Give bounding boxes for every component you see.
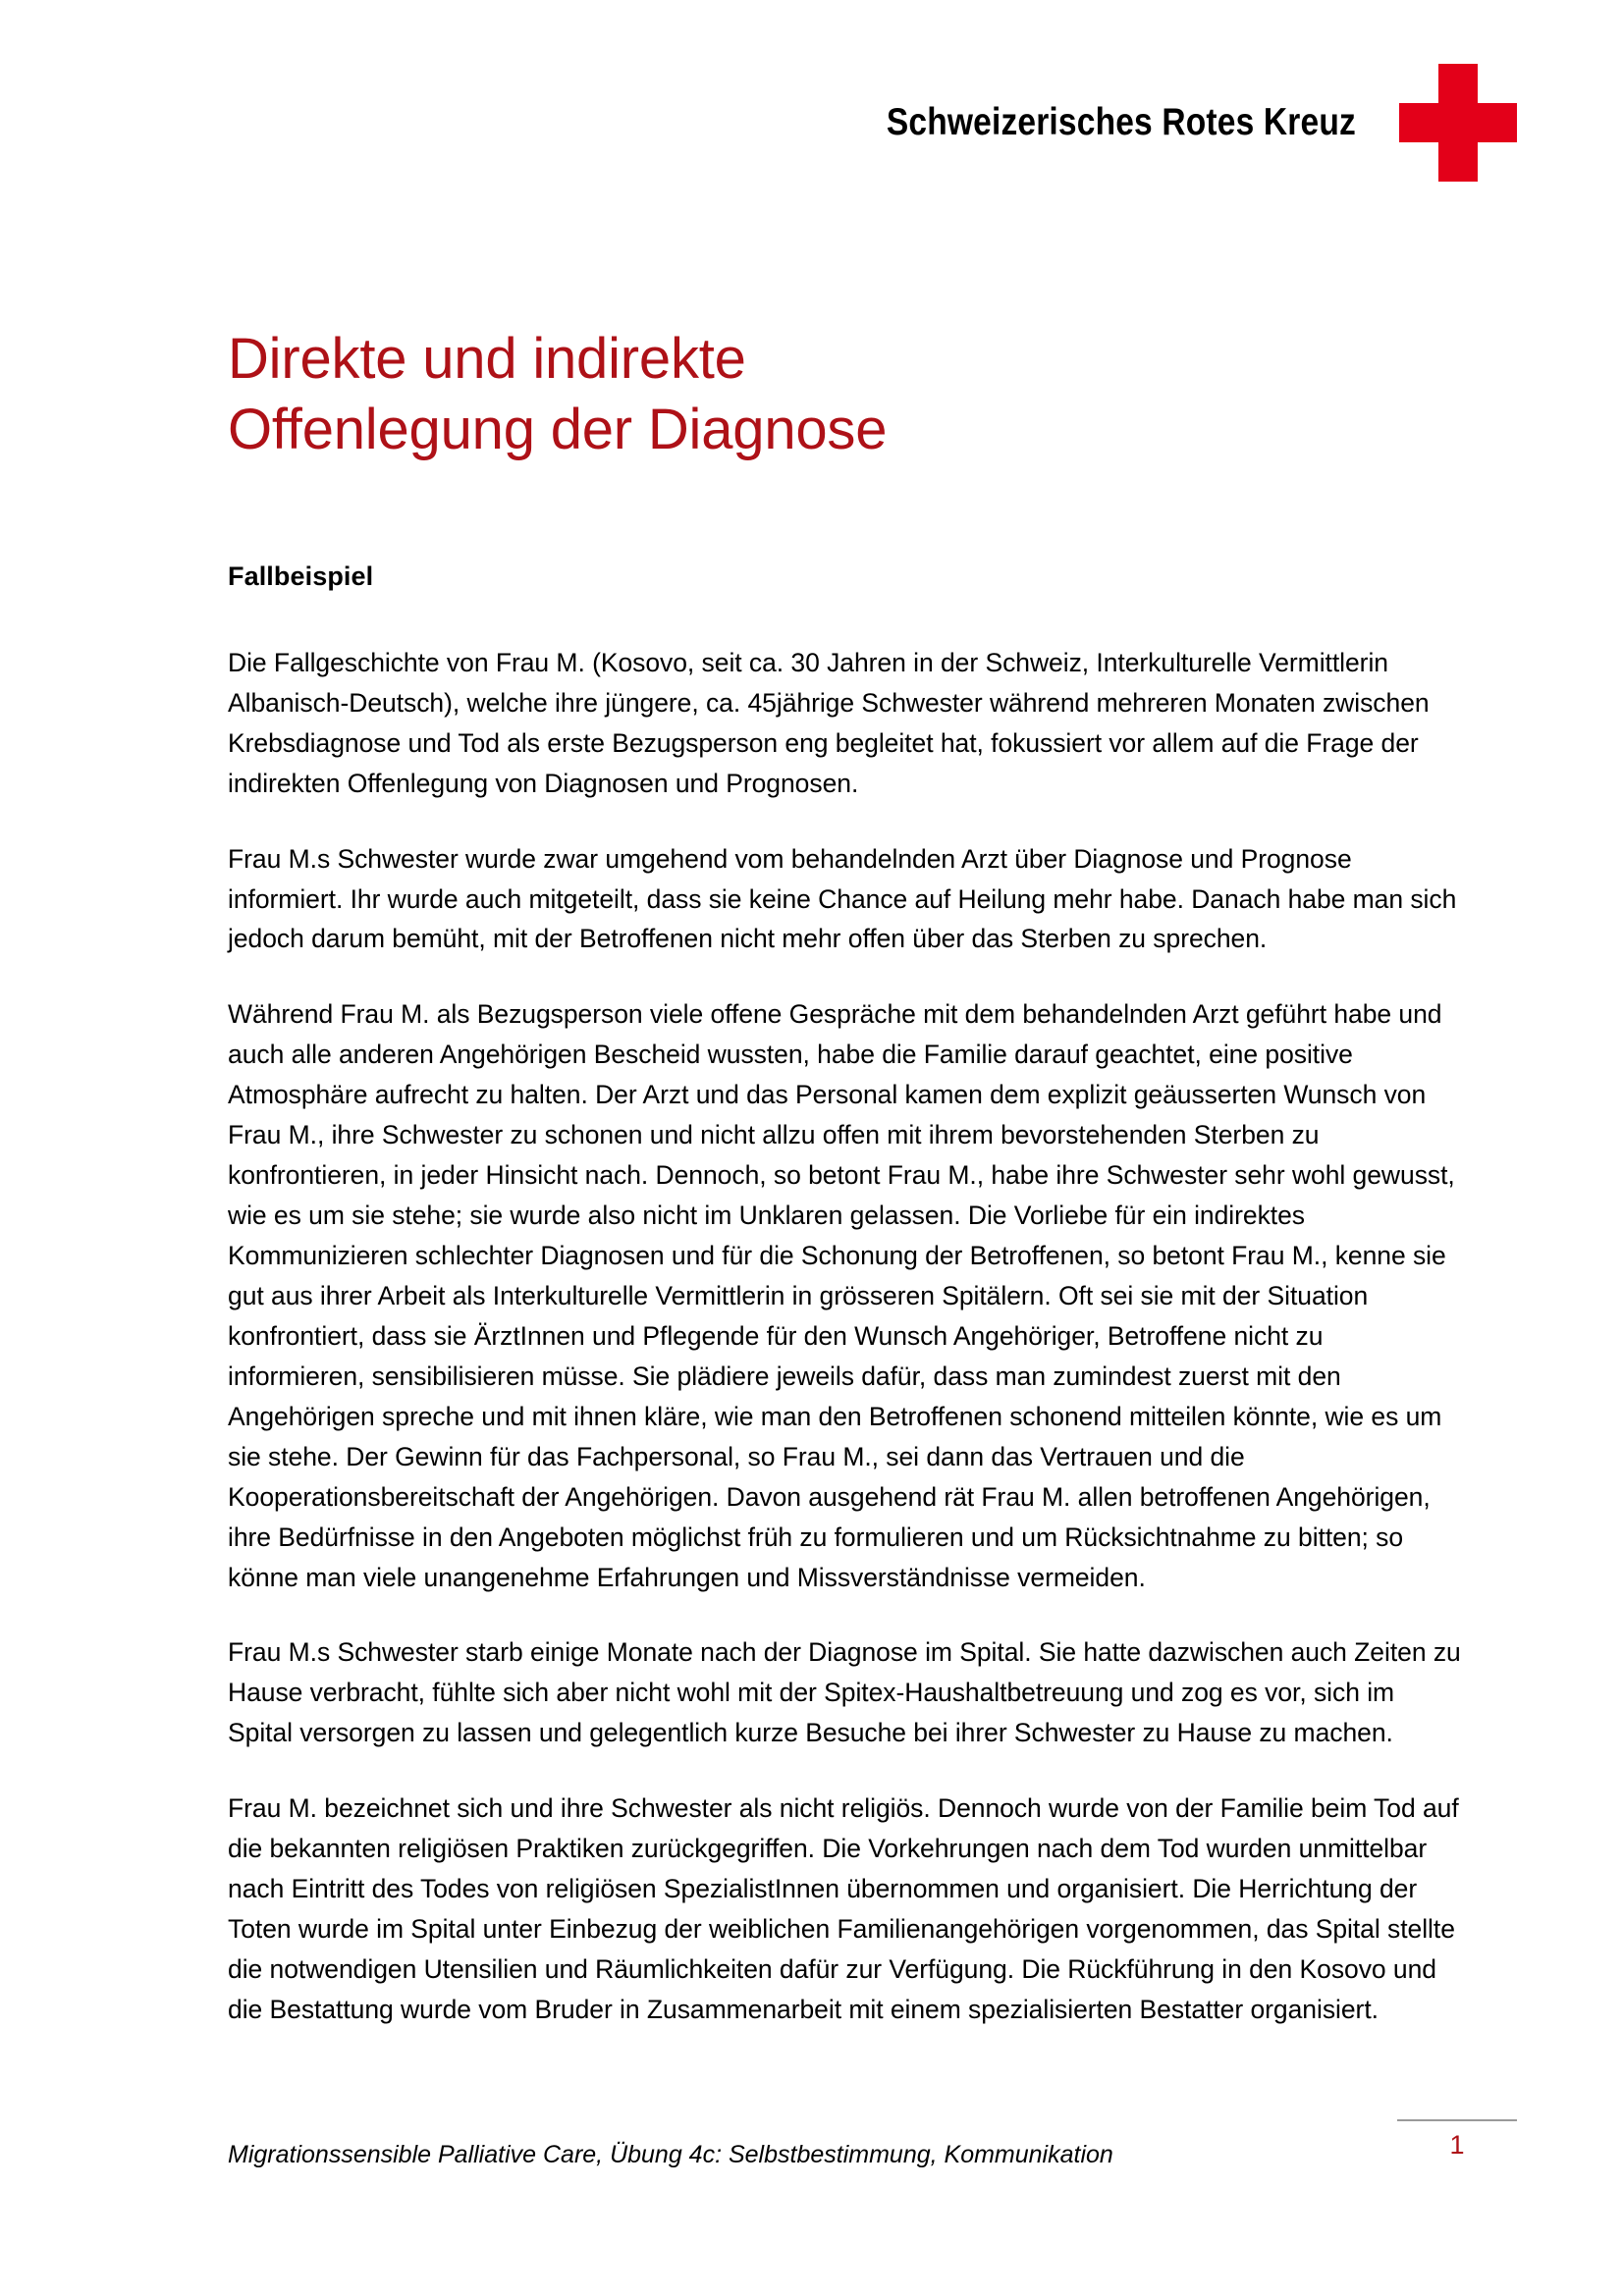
red-cross-horizontal-bar — [1399, 103, 1517, 142]
document-content — [228, 324, 1461, 2030]
page-title-line-1: Direkte und indirekte — [228, 327, 746, 391]
red-cross-icon — [1399, 64, 1517, 182]
page-title-line-2: Offenlegung der Diagnose — [228, 397, 888, 461]
organization-name: Schweizerisches Rotes Kreuz — [886, 101, 1356, 143]
body-paragraph-3: Während Frau M. als Bezugsperson viele offene Gespräche mit dem behandelnden Arzt geführt habe und auch alle anderen Angehörigen Bescheid wussten, habe die Familie darauf geachtet, eine positive Atmosphäre aufrecht zu halten. Der Arzt und das Personal kamen dem explizit geäusserten Wunsch von Frau M., ihre Schwester zu schonen und nicht allzu offen mit ihrem bevorstehenden Sterben zu konfrontieren, in jeder Hinsicht nach. Dennoch, so betont Frau M., habe ihre Schwester sehr wohl gewusst, wie es um sie stehe; sie wurde also nicht im Unklaren gelassen. Die Vorliebe für ein indirektes Kommunizieren schlechter Diagnosen und für die Schonung der Betroffenen, so betont Frau M., kenne sie gut aus ihrer Arbeit als Interkulturelle Vermittlerin in grösseren Spitälern. Oft sei sie mit der Situation konfrontiert, dass sie ÄrztInnen und Pflegende für den Wunsch Angehöriger, Betroffene nicht zu informieren, sensibilisieren müsse. Sie plädiere jeweils dafür, dass man zumindest zuerst mit den Angehörigen spreche und mit ihnen kläre, wie man den Betroffenen schonend mitteilen könnte, wie es um sie stehe. Der Gewinn für das Fachpersonal, so Frau M., sei dann das Vertrauen und die Kooperationsbereitschaft der Angehörigen. Davon ausgehend rät Frau M. allen betroffenen Angehörigen, ihre Bedürfnisse in den Angeboten möglichst früh zu formulieren und um Rücksichtnahme zu bitten; so könne man viele unangenehme Erfahrungen und Missverständnisse vermeiden. — [228, 999, 1455, 1592]
footer-caption: Migrationssensible Palliative Care, Übung 4c: Selbstbestimmung, Kommunikation — [228, 2141, 1113, 2168]
page-header — [0, 69, 1517, 177]
body-paragraph-5: Frau M. bezeichnet sich und ihre Schwester als nicht religiös. Dennoch wurde von der Familie beim Tod auf die bekannten religiösen Praktiken zurückgegriffen. Die Vorkehrungen nach dem Tod wurden unmittelbar nach Eintritt des Todes von religiösen SpezialistInnen übernommen und organisiert. Die Herrichtung der Toten wurde im Spital unter Einbezug der weiblichen Familienangehörigen vorgenommen, das Spital stellte die notwendigen Utensilien und Räumlichkeiten dafür zur Verfügung. Die Rückführung in den Kosovo und die Bestattung wurde vom Bruder in Zusammenarbeit mit einem spezialisierten Bestatter organisiert. — [228, 1793, 1459, 2024]
section-heading-fallbeispiel: Fallbeispiel — [228, 561, 374, 591]
page-title — [228, 324, 1461, 465]
body-paragraph-1: Die Fallgeschichte von Frau M. (Kosovo, seit ca. 30 Jahren in der Schweiz, Interkulturelle Vermittlerin Albanisch-Deutsch), welche ihre jüngere, ca. 45jährige Schwester während mehreren Monaten zwischen Krebsdiagnose und Tod als erste Bezugsperson eng begleitet hat, fokussiert vor allem auf die Frage der indirekten Offenlegung von Diagnosen und Prognosen. — [228, 647, 1430, 798]
body-paragraph-4: Frau M.s Schwester starb einige Monate nach der Diagnose im Spital. Sie hatte dazwischen auch Zeiten zu Hause verbracht, fühlte sich aber nicht wohl mit der Spitex-Haushaltbetreuung und zog es vor, sich im Spital versorgen zu lassen und gelegentlich kurze Besuche bei ihrer Schwester zu Hause zu machen. — [228, 1637, 1461, 1748]
page-number: 1 — [1449, 2130, 1465, 2160]
body-paragraph-2: Frau M.s Schwester wurde zwar umgehend vom behandelnden Arzt über Diagnose und Prognose informiert. Ihr wurde auch mitgeteilt, dass sie keine Chance auf Heilung mehr habe. Danach habe man sich jedoch darum bemüht, mit der Betroffenen nicht mehr offen über das Sterben zu sprechen. — [228, 843, 1457, 954]
footer-divider — [1397, 2119, 1517, 2121]
page-footer — [228, 2119, 1517, 2198]
page-number-container — [1397, 2119, 1517, 2161]
